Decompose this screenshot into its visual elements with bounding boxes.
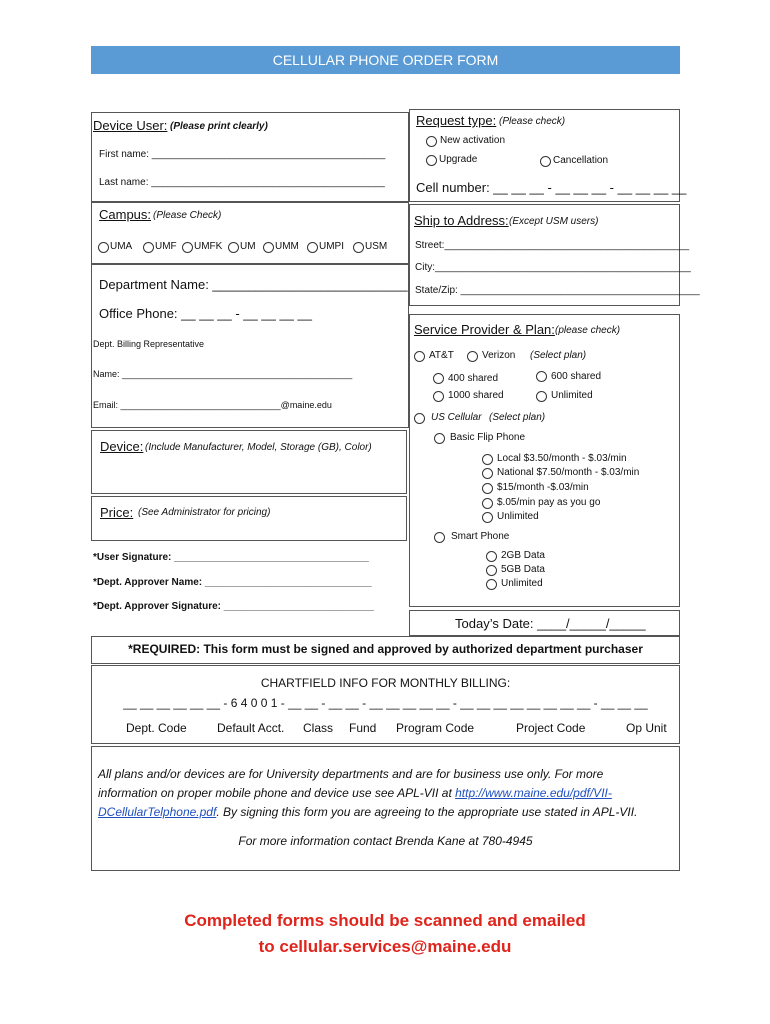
- apl-link-part1[interactable]: http://www.maine.edu/pdf/VII-: [455, 786, 612, 800]
- smart-2gb-radio[interactable]: [486, 551, 497, 562]
- street-field[interactable]: Street:____________________________________________: [415, 240, 690, 251]
- first-name-field[interactable]: First name: __________________________________________: [99, 149, 386, 160]
- campus-note: (Please Check): [153, 210, 222, 221]
- ship-to-heading: Ship to Address:: [414, 213, 509, 228]
- campus-heading: Campus:: [99, 207, 152, 222]
- ship-to-note: (Except USM users): [509, 216, 599, 227]
- att-label: AT&T: [429, 350, 454, 361]
- basic-flip-radio[interactable]: [434, 433, 445, 444]
- plan-400-label: 400 shared: [448, 373, 499, 384]
- device-user-note: (Please print clearly): [170, 121, 268, 132]
- att-radio[interactable]: [414, 351, 425, 362]
- basic-flip-label: Basic Flip Phone: [450, 432, 526, 443]
- contact-text: For more information contact Brenda Kane at 780-4945: [238, 834, 533, 848]
- chartfield-title: CHARTFIELD INFO FOR MONTHLY BILLING:: [260, 676, 511, 690]
- upgrade-radio[interactable]: [426, 155, 437, 166]
- department-name-field[interactable]: Department Name: ___________________________: [99, 277, 408, 292]
- chartfield-op-unit-label: Op Unit: [626, 721, 667, 735]
- plan-unlimited-label: Unlimited: [551, 390, 593, 401]
- state-zip-field[interactable]: State/Zip: ___________________________________________: [415, 285, 700, 296]
- todays-date-field[interactable]: Today’s Date: ____/_____/_____: [455, 616, 646, 631]
- verizon-select-plan-note: (Select plan): [530, 350, 587, 361]
- new-activation-label: New activation: [440, 135, 506, 146]
- campus-umf-radio[interactable]: [143, 242, 154, 253]
- upgrade-label: Upgrade: [439, 154, 478, 165]
- flip-payg-radio[interactable]: [482, 498, 493, 509]
- plan-600-radio[interactable]: [536, 371, 547, 382]
- campus-umf-label: UMF: [155, 241, 177, 252]
- flip-15-radio[interactable]: [482, 483, 493, 494]
- footer-line1: Completed forms should be scanned and emailed: [184, 911, 586, 930]
- chartfield-dept-code-label: Dept. Code: [126, 721, 187, 735]
- service-provider-heading: Service Provider & Plan:: [414, 322, 555, 337]
- cell-number-field[interactable]: Cell number: __ __ __ - __ __ __ - __ __ __ __: [416, 180, 687, 195]
- device-user-heading: Device User:: [93, 118, 168, 133]
- info-text-line1: All plans and/or devices are for University departments and are for business use only. For more: [98, 767, 604, 781]
- plan-400-radio[interactable]: [433, 373, 444, 384]
- campus-usm-radio[interactable]: [353, 242, 364, 253]
- required-notice: *REQUIRED: This form must be signed and approved by authorized department purchaser: [128, 642, 643, 656]
- campus-um-label: UM: [240, 241, 256, 252]
- approver-name-field[interactable]: *Dept. Approver Name: ______________________________: [93, 577, 372, 588]
- smart-5gb-label: 5GB Data: [501, 564, 545, 575]
- plan-1000-label: 1000 shared: [448, 390, 504, 401]
- chartfield-project-code-label: Project Code: [516, 721, 586, 735]
- flip-unlimited-radio[interactable]: [482, 512, 493, 523]
- cancellation-radio[interactable]: [540, 156, 551, 167]
- footer-line2: to cellular.services@maine.edu: [258, 937, 512, 956]
- chartfield-program-code-label: Program Code: [396, 721, 475, 735]
- chartfield-class-label: Class: [303, 721, 334, 735]
- smart-5gb-radio[interactable]: [486, 565, 497, 576]
- flip-national-label: National $7.50/month - $.03/min: [497, 467, 640, 478]
- smart-2gb-label: 2GB Data: [501, 550, 545, 561]
- price-heading: Price:: [100, 505, 134, 520]
- campus-usm-label: USM: [365, 241, 388, 252]
- us-cellular-label: US Cellular: [431, 412, 482, 423]
- chartfield-default-acct-label: Default Acct.: [217, 721, 285, 735]
- office-phone-field[interactable]: Office Phone: __ __ __ - __ __ __ __: [99, 306, 312, 321]
- verizon-radio[interactable]: [467, 351, 478, 362]
- rep-name-field[interactable]: Name: ______________________________________________: [93, 369, 353, 379]
- smart-phone-label: Smart Phone: [451, 531, 510, 542]
- rep-email-field[interactable]: Email: ________________________________@maine.edu: [93, 400, 332, 410]
- billing-rep-heading: Dept. Billing Representative: [93, 339, 205, 349]
- campus-umm-label: UMM: [275, 241, 299, 252]
- flip-unlimited-label: Unlimited: [497, 511, 539, 522]
- us-cellular-radio[interactable]: [414, 413, 425, 424]
- plan-unlimited-radio[interactable]: [536, 391, 547, 402]
- cancellation-label: Cancellation: [553, 155, 609, 166]
- price-section: [91, 496, 407, 541]
- campus-umfk-label: UMFK: [194, 241, 223, 252]
- info-text-line3: DCellularTelphone.pdf. By signing this form you are agreeing to the appropriate use stated in APL-VII.: [98, 805, 638, 819]
- flip-15-label: $15/month -$.03/min: [497, 482, 589, 493]
- info-text-line2: information on proper mobile phone and device use see APL-VII at http://www.maine.edu/pdf/VII-: [98, 786, 612, 800]
- apl-link-part2[interactable]: DCellularTelphone.pdf: [98, 805, 217, 819]
- request-type-note: (Please check): [499, 116, 566, 127]
- form-title: CELLULAR PHONE ORDER FORM: [91, 46, 680, 74]
- city-field[interactable]: City:______________________________________________: [415, 262, 691, 273]
- campus-umm-radio[interactable]: [263, 242, 274, 253]
- user-signature-field[interactable]: *User Signature: ___________________________________: [93, 552, 369, 563]
- smart-phone-radio[interactable]: [434, 532, 445, 543]
- flip-local-radio[interactable]: [482, 454, 493, 465]
- us-cellular-note: (Select plan): [489, 412, 546, 423]
- plan-1000-radio[interactable]: [433, 391, 444, 402]
- campus-uma-radio[interactable]: [98, 242, 109, 253]
- flip-local-label: Local $3.50/month - $.03/min: [497, 453, 627, 464]
- campus-umpi-label: UMPI: [319, 241, 344, 252]
- campus-uma-label: UMA: [110, 241, 133, 252]
- request-type-heading: Request type:: [416, 113, 497, 128]
- approver-signature-field[interactable]: *Dept. Approver Signature: ___________________________: [93, 601, 374, 612]
- smart-unlimited-radio[interactable]: [486, 579, 497, 590]
- flip-payg-label: $.05/min pay as you go: [497, 497, 601, 508]
- service-provider-note: (please check): [555, 325, 621, 336]
- chartfield-line[interactable]: __ __ __ __ __ __ - 6 4 0 0 1 - __ __ - __ __ - __ __ __ __ __ - __ __ __ __ __ __ __ __ - __ __ __: [123, 696, 648, 710]
- last-name-field[interactable]: Last name: __________________________________________: [99, 177, 385, 188]
- smart-unlimited-label: Unlimited: [501, 578, 543, 589]
- verizon-label: Verizon: [482, 350, 516, 361]
- campus-um-radio[interactable]: [228, 242, 239, 253]
- campus-umfk-radio[interactable]: [182, 242, 193, 253]
- price-note: (See Administrator for pricing): [138, 507, 271, 518]
- device-heading: Device:: [100, 439, 144, 454]
- plan-600-label: 600 shared: [551, 371, 602, 382]
- device-note: (Include Manufacturer, Model, Storage (GB), Color): [145, 442, 372, 453]
- chartfield-fund-label: Fund: [349, 721, 377, 735]
- campus-umpi-radio[interactable]: [307, 242, 318, 253]
- new-activation-radio[interactable]: [426, 136, 437, 147]
- flip-national-radio[interactable]: [482, 468, 493, 479]
